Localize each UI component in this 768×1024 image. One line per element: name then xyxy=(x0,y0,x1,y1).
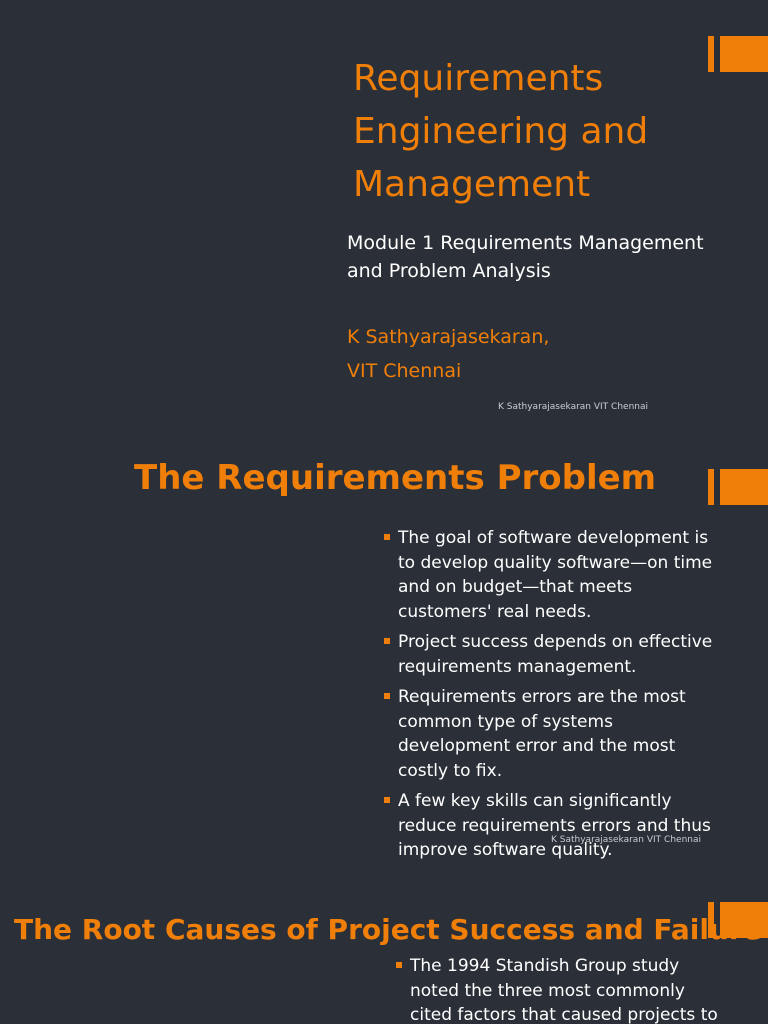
slide-footer: K Sathyarajasekaran VIT Chennai xyxy=(551,835,701,845)
title-line: Management xyxy=(353,164,591,205)
slide-root-causes xyxy=(0,865,768,1024)
presentation-title xyxy=(353,52,733,211)
title-line: Requirements xyxy=(353,58,604,99)
subtitle-line: and Problem Analysis xyxy=(347,260,551,282)
slide-title: The Requirements Problem xyxy=(134,458,657,498)
title-line: Engineering and xyxy=(353,111,649,152)
accent-marker xyxy=(708,469,768,505)
slide-title: The Root Causes of Project Success and Failure xyxy=(14,913,762,946)
slide-title xyxy=(0,0,768,430)
slide-requirements-problem xyxy=(0,430,768,865)
bullet-marker xyxy=(396,962,402,968)
bullet-marker xyxy=(384,638,390,644)
bullet-marker xyxy=(384,797,390,803)
list-item: A few key skills can significantly reduce requirements errors and thus improve software quality. xyxy=(384,789,724,863)
list-item: The goal of software development is to develop quality software—on time and on budget—that meets customers' real needs. xyxy=(384,526,724,624)
author-institution: VIT Chennai xyxy=(347,360,462,382)
bullet-list xyxy=(396,954,722,1024)
slide-footer: K Sathyarajasekaran VIT Chennai xyxy=(498,402,648,412)
bullet-marker xyxy=(384,693,390,699)
author-block xyxy=(347,320,727,388)
list-item: The 1994 Standish Group study noted the three most commonly cited factors that caused projects to xyxy=(396,954,722,1024)
subtitle-line: Module 1 Requirements Management xyxy=(347,232,704,254)
list-item: Requirements errors are the most common type of systems development error and the most costly to fix. xyxy=(384,685,724,783)
bullet-list xyxy=(384,526,724,869)
presentation-subtitle xyxy=(347,229,727,285)
list-item: Project success depends on effective requirements management. xyxy=(384,630,724,679)
bullet-marker xyxy=(384,534,390,540)
author-name: K Sathyarajasekaran, xyxy=(347,326,550,348)
